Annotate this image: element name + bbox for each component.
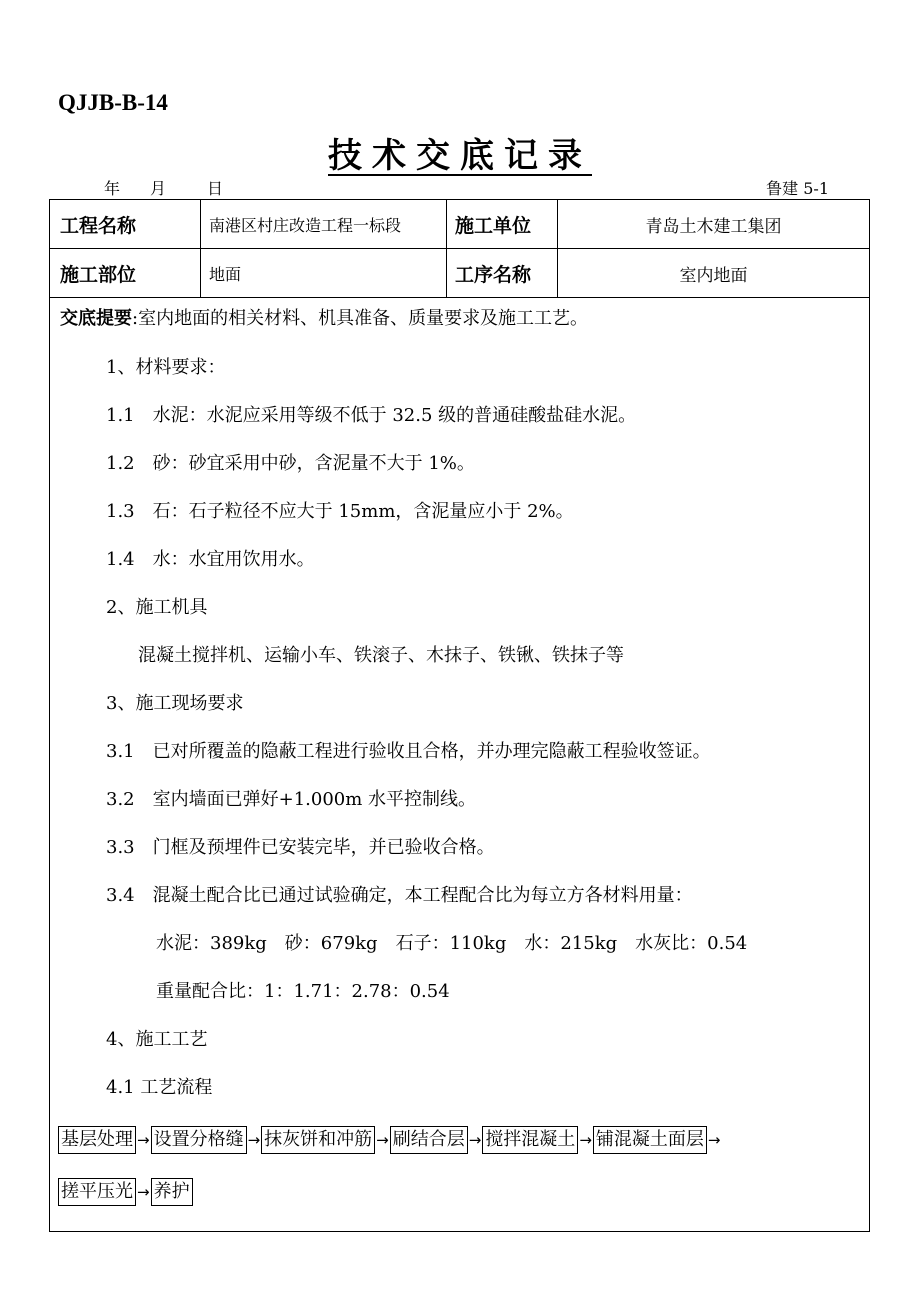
content-line: 3.3 门框及预埋件已安装完毕，并已验收合格。 [106, 837, 495, 858]
content-line: 3.1 已对所覆盖的隐蔽工程进行验收且合格，并办理完隐蔽工程验收签证。 [106, 741, 711, 762]
content-line: 混凝土搅拌机、运输小车、铁滚子、木抹子、铁锹、铁抹子等 [138, 645, 624, 666]
arrow-icon: → [376, 1131, 389, 1149]
project-name-label: 工程名称 [50, 200, 201, 248]
date-day-label: 日 [207, 179, 224, 198]
construction-unit-value: 青岛土木建工集团 [645, 216, 782, 237]
construction-part-value: 地面 [201, 249, 447, 297]
document-code: QJJB-B-14 [58, 90, 168, 115]
construction-unit-label: 施工单位 [447, 200, 558, 248]
form-number: 鲁建 5-1 [766, 179, 829, 198]
flow-step: 搅拌混凝土 [482, 1126, 578, 1154]
section-heading: 4、施工工艺 [106, 1029, 208, 1050]
flow-step: 搓平压光 [58, 1178, 136, 1206]
process-flow-row-2 [58, 1178, 193, 1206]
summary-line [60, 304, 588, 330]
arrow-icon: → [579, 1131, 592, 1149]
table-row-project [50, 200, 869, 249]
summary-label: 交底提要 [60, 308, 132, 329]
content-line: 1.1 水泥：水泥应采用等级不低于 32.5 级的普通硅酸盐硅水泥。 [106, 405, 637, 426]
arrow-icon: → [137, 1183, 150, 1201]
arrow-icon: → [137, 1131, 150, 1149]
flow-step: 基层处理 [58, 1126, 136, 1154]
arrow-icon: → [468, 1131, 482, 1149]
process-name-label: 工序名称 [447, 249, 558, 297]
content-line: 1.2 砂：砂宜采用中砂，含泥量不大于 1%。 [106, 453, 475, 474]
section-heading: 2、施工机具 [106, 597, 208, 618]
section-heading: 4.1 工艺流程 [106, 1077, 213, 1098]
construction-part-label: 施工部位 [50, 249, 201, 297]
content-line: 1.3 石：石子粒径不应大于 15mm，含泥量应小于 2%。 [106, 501, 574, 522]
arrow-icon: → [247, 1131, 261, 1149]
project-name-value: 南港区村庄改造工程一标段 [201, 200, 447, 248]
date-month-label: 月 [150, 179, 167, 198]
section-heading: 1、材料要求： [106, 357, 226, 378]
summary-text: :室内地面的相关材料、机具准备、质量要求及施工工艺。 [132, 308, 589, 329]
date-year-label: 年 [104, 179, 121, 198]
flow-step: 铺混凝土面层 [593, 1126, 707, 1154]
content-line: 3.4 混凝土配合比已通过试验确定，本工程配合比为每立方各材料用量： [106, 885, 693, 906]
content-line: 重量配合比：1：1.71：2.78：0.54 [156, 981, 450, 1002]
arrow-icon: → [707, 1131, 721, 1149]
flow-step: 抹灰饼和冲筋 [261, 1126, 375, 1154]
content-line: 1.4 水：水宜用饮用水。 [106, 549, 315, 570]
process-name-value: 室内地面 [679, 265, 748, 286]
flow-step: 养护 [151, 1178, 193, 1206]
content-line: 水泥：389kg 砂：679kg 石子：110kg 水：215kg 水灰比：0.54 [156, 933, 748, 954]
document-title: 技术交底记录 [328, 136, 592, 176]
section-heading: 3、施工现场要求 [106, 693, 244, 714]
record-table [49, 199, 870, 1232]
table-row-part [50, 249, 869, 298]
flow-step: 设置分格缝 [151, 1126, 247, 1154]
process-flow-row-1 [58, 1126, 721, 1154]
flow-step: 刷结合层 [390, 1126, 468, 1154]
content-line: 3.2 室内墙面已弹好+1.000m 水平控制线。 [106, 789, 477, 810]
